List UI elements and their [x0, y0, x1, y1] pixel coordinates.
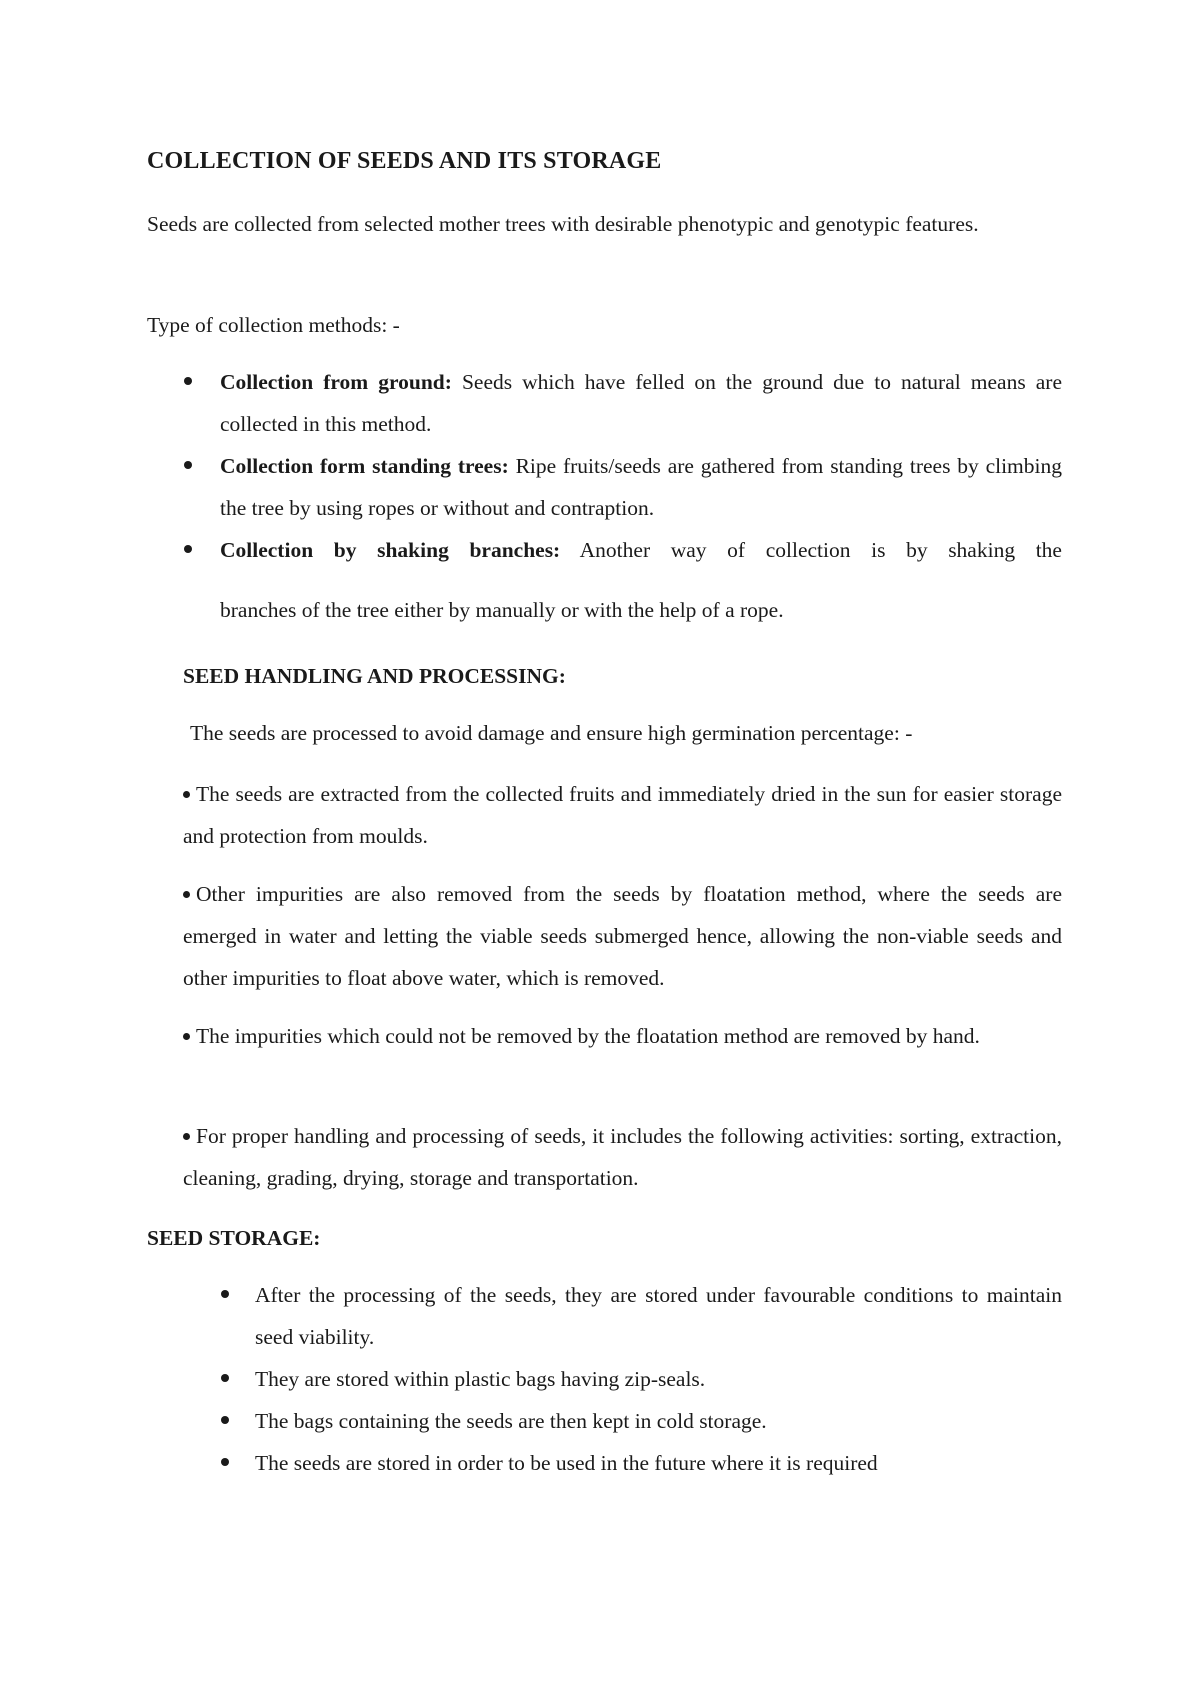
- method-label: Collection form standing trees:: [220, 454, 509, 478]
- handling-point-text: The impurities which could not be removed by the floatation method are removed by hand.: [196, 1024, 980, 1048]
- handling-intro: The seeds are processed to avoid damage and ensure high germination percentage: -: [190, 721, 913, 745]
- list-item: [147, 529, 1062, 571]
- storage-point-text: After the processing of the seeds, they are stored under favourable conditions to maintain seed viability.: [255, 1283, 1062, 1349]
- bullet-icon: [184, 545, 192, 553]
- handling-point: [183, 873, 1062, 999]
- bullet-icon: [183, 1033, 190, 1040]
- list-item: [147, 361, 1062, 445]
- method-text-continued: branches of the tree either by manually or with the help of a rope.: [220, 598, 784, 622]
- method-label: Collection from ground:: [220, 370, 452, 394]
- list-item: [147, 1274, 1062, 1358]
- handling-point: [183, 1015, 1062, 1057]
- handling-point-text: The seeds are extracted from the collected fruits and immediately dried in the sun for easier storage and protection from moulds.: [183, 782, 1062, 848]
- bullet-icon: [183, 791, 190, 798]
- methods-list: [147, 361, 1062, 571]
- bullet-icon: [221, 1458, 229, 1466]
- method-text: Another way of collection is by shaking the: [579, 538, 1062, 562]
- bullet-icon: [184, 377, 192, 385]
- bullet-icon: [183, 891, 190, 898]
- bullet-icon: [221, 1290, 229, 1298]
- list-item: [147, 445, 1062, 529]
- list-item: [147, 1442, 1062, 1484]
- bullet-icon: [183, 1133, 190, 1140]
- storage-point-text: They are stored within plastic bags having zip-seals.: [255, 1367, 706, 1391]
- storage-list: [147, 1274, 1062, 1484]
- storage-point-text: The bags containing the seeds are then kept in cold storage.: [255, 1409, 767, 1433]
- section-heading-handling: SEED HANDLING AND PROCESSING:: [183, 664, 566, 688]
- handling-point: [183, 1115, 1062, 1199]
- method-text: Ripe fruits/seeds are gathered from standing trees by climbing the tree by using ropes or without and contraption.: [220, 454, 1063, 520]
- storage-point-text: The seeds are stored in order to be used in the future where it is required: [255, 1451, 878, 1475]
- intro-paragraph: Seeds are collected from selected mother trees with desirable phenotypic and genotypic features.: [147, 212, 979, 236]
- method-text: Seeds which have felled on the ground due to natural means are collected in this method.: [220, 370, 1062, 436]
- bullet-icon: [221, 1416, 229, 1424]
- bullet-icon: [184, 461, 192, 469]
- handling-point-text: For proper handling and processing of seeds, it includes the following activities: sorting, extraction, cleaning, grading, drying, storage and transportation.: [183, 1124, 1062, 1190]
- section-heading-storage: SEED STORAGE:: [147, 1226, 321, 1250]
- list-item: [147, 1358, 1062, 1400]
- document-title: COLLECTION OF SEEDS AND ITS STORAGE: [147, 148, 662, 174]
- method-label: Collection by shaking branches:: [220, 538, 561, 562]
- handling-point-text: Other impurities are also removed from the seeds by floatation method, where the seeds are emerged in water and letting the viable seeds submerged hence, allowing the non-viable seeds and other impurities to float above water, which is removed.: [183, 882, 1062, 990]
- handling-point: [183, 773, 1062, 857]
- list-item: [147, 1400, 1062, 1442]
- bullet-icon: [221, 1374, 229, 1382]
- methods-label: Type of collection methods: -: [147, 313, 400, 337]
